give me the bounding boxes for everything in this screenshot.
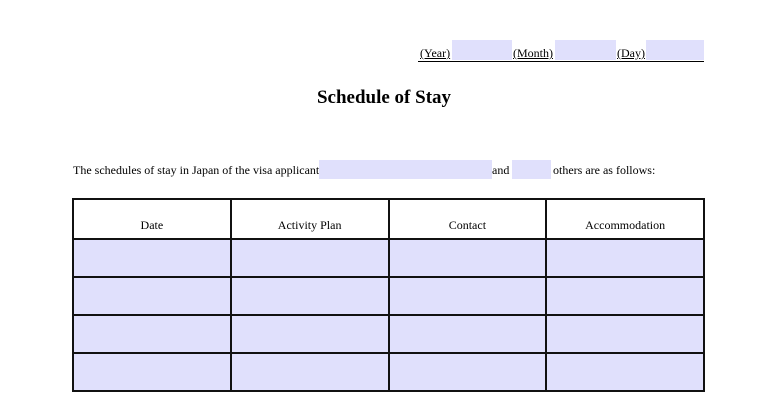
month-field[interactable] bbox=[555, 40, 616, 60]
day-field[interactable] bbox=[646, 40, 704, 60]
contact-cell[interactable] bbox=[389, 277, 547, 315]
applicant-name-field[interactable] bbox=[319, 160, 492, 179]
column-header-date: Date bbox=[73, 199, 231, 239]
activity-plan-cell[interactable] bbox=[231, 353, 389, 391]
year-field[interactable] bbox=[452, 40, 512, 60]
table-row bbox=[73, 315, 704, 353]
table-row bbox=[73, 277, 704, 315]
column-header-contact: Contact bbox=[389, 199, 547, 239]
accommodation-cell[interactable] bbox=[546, 239, 704, 277]
table-row bbox=[73, 353, 704, 391]
schedule-table bbox=[72, 198, 705, 392]
year-label: (Year) bbox=[420, 46, 451, 60]
activity-plan-cell[interactable] bbox=[231, 277, 389, 315]
intro-text-middle: and bbox=[492, 163, 510, 177]
intro-text-after: others are as follows: bbox=[553, 163, 656, 177]
table-header-row bbox=[73, 199, 704, 239]
intro-text-before: The schedules of stay in Japan of the visa applicant bbox=[73, 163, 320, 177]
contact-cell[interactable] bbox=[389, 353, 547, 391]
month-label: (Month) bbox=[513, 46, 553, 60]
others-count-field[interactable] bbox=[512, 160, 551, 179]
page-title: Schedule of Stay bbox=[316, 87, 452, 108]
contact-cell[interactable] bbox=[389, 239, 547, 277]
date-cell[interactable] bbox=[73, 277, 231, 315]
activity-plan-cell[interactable] bbox=[231, 239, 389, 277]
table-row bbox=[73, 239, 704, 277]
column-header-activity-plan: Activity Plan bbox=[231, 199, 389, 239]
intro-sentence bbox=[73, 160, 713, 180]
date-cell[interactable] bbox=[73, 239, 231, 277]
date-cell[interactable] bbox=[73, 353, 231, 391]
activity-plan-cell[interactable] bbox=[231, 315, 389, 353]
date-cell[interactable] bbox=[73, 315, 231, 353]
accommodation-cell[interactable] bbox=[546, 315, 704, 353]
contact-cell[interactable] bbox=[389, 315, 547, 353]
accommodation-cell[interactable] bbox=[546, 277, 704, 315]
day-label: (Day) bbox=[617, 46, 645, 60]
column-header-accommodation: Accommodation bbox=[546, 199, 704, 239]
accommodation-cell[interactable] bbox=[546, 353, 704, 391]
date-header bbox=[418, 40, 704, 62]
